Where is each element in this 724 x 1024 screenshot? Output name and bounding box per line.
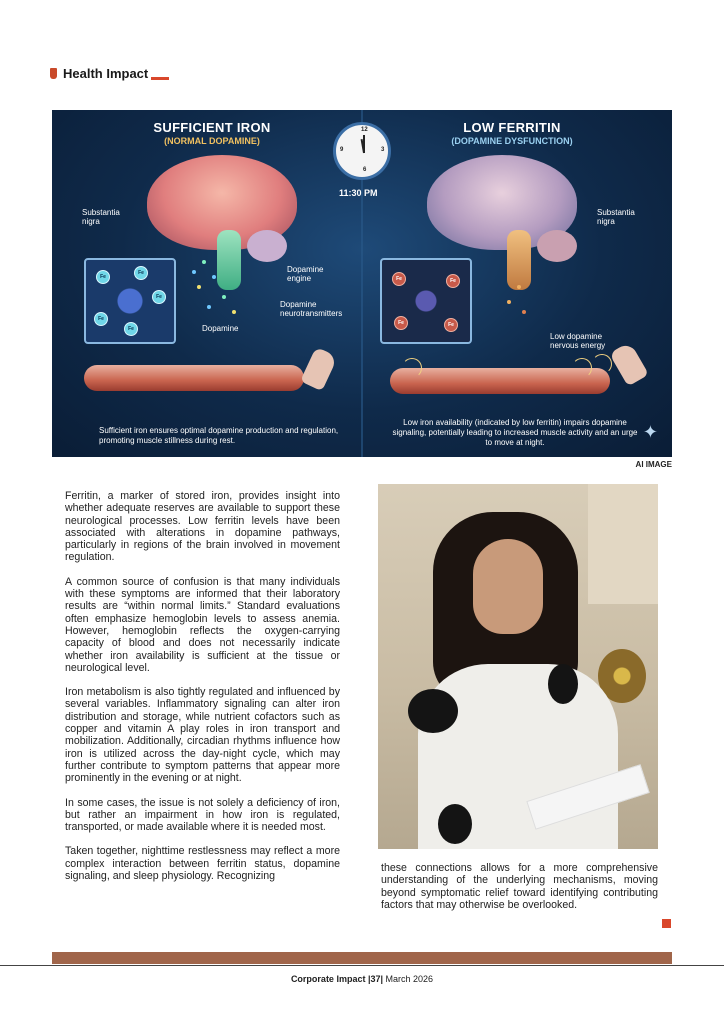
right-caption: Low iron availability (indicated by low ferritin) impairs dopamine signaling, potentially leading to increased muscle activity and an urge to move at night. — [392, 418, 638, 447]
left-caption: Sufficient iron ensures optimal dopamine production and regulation, promoting muscle stillness during rest. — [99, 426, 339, 445]
right-panel-title: LOW FERRITIN — [463, 120, 561, 135]
iron-atom-icon: Fe — [94, 312, 108, 326]
cerebellum-illustration — [247, 230, 287, 262]
iron-atom-icon: Fe — [444, 318, 458, 332]
label-substantia-nigra-right: Substantia nigra — [597, 208, 635, 226]
author-photo — [378, 484, 658, 849]
tag-icon — [50, 68, 57, 79]
motion-wave-icon — [402, 358, 422, 378]
left-panel-subtitle: (NORMAL DOPAMINE) — [164, 136, 260, 146]
foot-illustration — [300, 347, 338, 392]
label-dopamine-engine: Dopamine engine — [287, 265, 324, 283]
article-body-left — [65, 490, 340, 894]
paragraph: Taken together, nighttime restlessness may reflect a more complex interaction between ferritin status, dopamine signaling, and sleep physiology. Recognizing — [65, 845, 340, 883]
sparkle-icon: ✦ — [642, 422, 658, 442]
page-number: |37| — [367, 974, 384, 984]
label-low-dopamine: Low dopamine nervous energy — [550, 332, 606, 350]
low-iron-cell-inset — [380, 258, 472, 344]
motion-wave-icon — [592, 354, 612, 374]
section-heading — [50, 66, 169, 81]
foot-illustration — [609, 342, 649, 387]
brainstem-illustration — [507, 230, 531, 290]
clock-icon: 12 3 6 9 — [333, 122, 391, 180]
wall-frame — [588, 484, 658, 604]
iron-atom-icon: Fe — [152, 290, 166, 304]
section-title: Health Impact — [63, 66, 149, 81]
iron-atom-icon: Fe — [394, 316, 408, 330]
paragraph: A common source of confusion is that many individuals with these symptoms are informed that their laboratory results are “within normal limits.” Standard evaluations often emphasize hemoglobin levels to assess anemia. However, hemoglobin reflects the oxygen-carrying capacity of blood and does not necessarily indicate whether iron availability is sufficient at the tissue or neurological level. — [65, 575, 340, 674]
label-dopamine-neurotransmitters: Dopamine neurotransmitters — [280, 300, 343, 318]
publication-name: Corporate Impact — [290, 974, 366, 984]
heading-accent-bar — [151, 77, 169, 80]
iron-atom-icon: Fe — [446, 274, 460, 288]
footer-rule — [0, 965, 724, 966]
page-footer — [0, 974, 724, 984]
iron-cell-inset — [84, 258, 176, 344]
ai-infographic — [52, 110, 672, 457]
article-body-right: these connections allows for a more comprehensive understanding of the underlying mechanisms, moving beyond symptomatic relief toward identifying contributing factors that may otherwise be overlooked. — [381, 862, 658, 911]
issue-date: March 2026 — [385, 974, 434, 984]
clock-time: 11:30 PM — [339, 188, 378, 198]
paragraph: In some cases, the issue is not solely a deficiency of iron, but rather an impairment in how iron is regulated, transported, or made available where it is needed most. — [65, 796, 340, 834]
right-panel-subtitle: (DOPAMINE DYSFUNCTION) — [451, 136, 573, 146]
paragraph: Iron metabolism is also tightly regulated and influenced by several variables. Inflammatory signaling can alter iron distribution and storage, while nutrient cofactors such as copper and vitamin A play roles in iron transport and mobilization. Additionally, circadian rhythms influence how iron is utilized across the day-night cycle, which may further contribute to symptom patterns that appear more prominently in the evening or at night. — [65, 686, 340, 785]
label-substantia-nigra: Substantia nigra — [82, 208, 120, 226]
brainstem-illustration — [217, 230, 241, 290]
face — [473, 539, 543, 634]
label-dopamine: Dopamine — [202, 324, 239, 333]
iron-atom-icon: Fe — [124, 322, 138, 336]
paragraph: Ferritin, a marker of stored iron, provides insight into whether adequate reserves are available to support these neurological processes. Low ferritin levels have been associated with alterations in dopamine pathways, particularly in regions of the brain involved in movement regulation. — [65, 490, 340, 564]
ai-image-label: AI IMAGE — [635, 460, 672, 469]
end-mark — [662, 919, 671, 928]
footer-bar — [52, 952, 672, 964]
iron-atom-icon: Fe — [392, 272, 406, 286]
motion-wave-icon — [572, 358, 592, 378]
iron-atom-icon: Fe — [134, 266, 148, 280]
left-panel-title: SUFFICIENT IRON — [153, 120, 271, 135]
iron-atom-icon: Fe — [96, 270, 110, 284]
relaxed-leg-illustration — [84, 365, 304, 391]
cerebellum-illustration — [537, 230, 577, 262]
